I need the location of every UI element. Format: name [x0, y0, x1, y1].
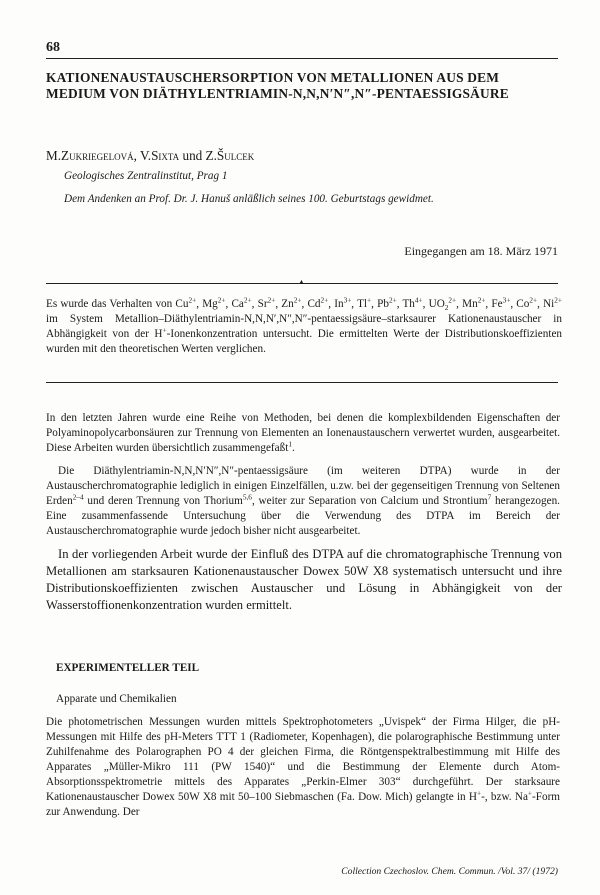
- author-2-name: Sixta: [151, 148, 180, 163]
- charge: 3+: [502, 296, 511, 305]
- author-2-initial: V.: [139, 148, 152, 163]
- abstract-ion: , Ca: [225, 298, 244, 310]
- journal-reference: Collection Czechoslov. Chem. Commun. /Vol. 37/ (1972): [341, 866, 558, 877]
- charge: 2+: [448, 296, 457, 305]
- paragraph-text: und deren Trennung von Thorium: [83, 495, 243, 507]
- received-date: Eingegangen am 18. März 1971: [404, 244, 558, 258]
- authors-line: M.Zukriegelová, V.Sixta und Z.Šulcek: [46, 148, 255, 163]
- author-3-name: Šulcek: [216, 148, 255, 163]
- reference-mark: 7: [487, 493, 492, 502]
- charge: +: [477, 789, 482, 798]
- charge: 2+: [217, 296, 226, 305]
- charge: +: [162, 326, 167, 335]
- abstract-text: -Ionenkonzentration untersucht. Die ermittelten Werte der Distributionskoeffizienten wurden mit den theoretischen Werten verglichen.: [46, 328, 563, 355]
- charge: 4+: [414, 296, 423, 305]
- paragraph-text: -Form zur Anwendung. Der: [46, 791, 560, 818]
- top-rule: [46, 58, 558, 59]
- abstract-text: im System Metallion–Diäthylentriamin-N,N,N′,N″,N″-pentaessigsäure–starksaurer Kationenaustauscher in Abhängigkeit von der H: [46, 313, 562, 340]
- paragraph-text: , weiter zur Separation von Calcium und Strontium: [251, 495, 488, 507]
- charge: 3+: [343, 296, 352, 305]
- charge: 2+: [529, 296, 538, 305]
- paragraph-text: .: [291, 442, 295, 454]
- page-number: 68: [46, 40, 60, 55]
- paragraph-text: In den letzten Jahren wurde eine Reihe von Methoden, bei denen die komplexbildenden Eigenschaften der Polyaminopolycarbonsäuren zur Trennung von Elementen an Ionenaustauschern verwertet wurden, ausgearbeitet. Diese Arbeiten wurden übersichtlich zusammengefaßt: [46, 412, 560, 454]
- charge: 2+: [243, 296, 252, 305]
- abstract-ion: , Pb: [371, 298, 389, 310]
- charge: +: [367, 296, 372, 305]
- intro-paragraph-3: [46, 546, 562, 614]
- experimental-paragraph: [46, 715, 560, 820]
- abstract-ion: , Mg: [196, 298, 218, 310]
- paragraph-text: Die photometrischen Messungen wurden mittels Spektrophotometers „Uvispek“ der Firma Hilger, die pH-Messungen mit Hilfe des pH-Meters TTT 1 (Radiometer, Kopenhagen), die polarographische Bestimmung unter Zuhilfenahme des Polarographen PO 4 der gleichen Firma, die Röntgenspektralbestimmung mit Hilfe des Apparates „Müller-Mikro 111 (PW 1540)“ und die Bestimmung der Elemente durch Atom-Absorptionsspektrometrie mittels des Apparates „Perkin-Elmer 303“ durchgeführt. Der starksaure Kationenaustauscher Dowex 50W X8 mit 50–100 Siebmaschen (Fa. Dow. Mich) gelangte in H: [46, 716, 560, 803]
- abstract-ion: , Co: [510, 298, 530, 310]
- abstract-ion: , Sr: [251, 298, 268, 310]
- reference-mark: 2–4: [72, 493, 84, 502]
- charge: 2+: [388, 296, 397, 305]
- subsection-heading: Apparate und Chemikalien: [56, 693, 177, 705]
- author-1-name: Zukriegelová: [61, 148, 134, 163]
- abstract-ion: , In: [328, 298, 344, 310]
- charge: 2+: [188, 296, 197, 305]
- abstract-ion: , Th: [396, 298, 415, 310]
- section-heading: EXPERIMENTELLER TEIL: [56, 662, 200, 674]
- abstract-ion: , Zn: [275, 298, 294, 310]
- charge: +: [527, 789, 533, 798]
- paragraph-text: herangezogen. Eine zusammenfassende Untersuchung über die Verwendung des DTPA im Bereich der Austauscherchromatographie wurde jedoch bisher nicht ausgearbeitet.: [46, 495, 560, 537]
- charge: 2+: [293, 296, 302, 305]
- reference-mark: 5,6: [242, 493, 252, 502]
- institute: Geologisches Zentralinstitut, Prag 1: [64, 170, 228, 182]
- intro-paragraph-2: [46, 464, 560, 539]
- reference-mark: 1: [288, 440, 292, 449]
- dedication: Dem Andenken an Prof. Dr. J. Hanuš anläßlich seines 100. Geburtstags gewidmet.: [64, 193, 434, 205]
- charge: 2+: [267, 296, 276, 305]
- charge: 2+: [320, 296, 329, 305]
- charge: 2+: [477, 296, 486, 305]
- author-connector: und: [182, 148, 203, 163]
- subscript: 2: [444, 304, 449, 313]
- abstract-ion: , Ni: [537, 298, 555, 310]
- article-title: KATIONENAUSTAUSCHERSORPTION VON METALLIONEN AUS DEM MEDIUM VON DIÄTHYLENTRIAMIN-N,N,N′N″,N″-PENTAESSIGSÄURE: [46, 70, 509, 101]
- charge: 2+: [554, 296, 563, 305]
- abstract-ion: , Mn: [456, 298, 478, 310]
- abstract-text: , UO: [422, 298, 445, 310]
- abstract-ion: , Fe: [485, 298, 503, 310]
- author-3-initial: Z.: [205, 148, 217, 163]
- abstract: [46, 297, 562, 357]
- paragraph-text: -, bzw. Na: [481, 791, 528, 803]
- paragraph-text: Die Diäthylentriamin-N,N,N′N″,N″-pentaessigsäure (im weiteren DTPA) wurde in der Austauscherchromatographie lediglich in einigen Einzelfällen, u.zw. bei der gegenseitigen Trennung von Seltenen Erden: [46, 465, 560, 507]
- abstract-ion: , Cd: [301, 298, 321, 310]
- author-1-initial: M.: [46, 148, 62, 163]
- paragraph-text: In der vorliegenden Arbeit wurde der Einfluß des DTPA auf die chromatographische Trennung von Metallionen am starksauren Kationenaustauscher Dowex 50W X8 systematisch untersucht und ihre Distributionskoeffizienten zwischen Austauscher und Lösung in Abhängigkeit von der Wasserstoffionenkonzentration wurden ermittelt.: [46, 547, 562, 612]
- abstract-rule-bottom: [46, 382, 558, 383]
- abstract-text: Es wurde das Verhalten von Cu: [46, 298, 189, 310]
- abstract-mark-icon: ▲: [298, 278, 305, 286]
- intro-paragraph-1: [46, 411, 560, 456]
- abstract-ion: , Tl: [351, 298, 368, 310]
